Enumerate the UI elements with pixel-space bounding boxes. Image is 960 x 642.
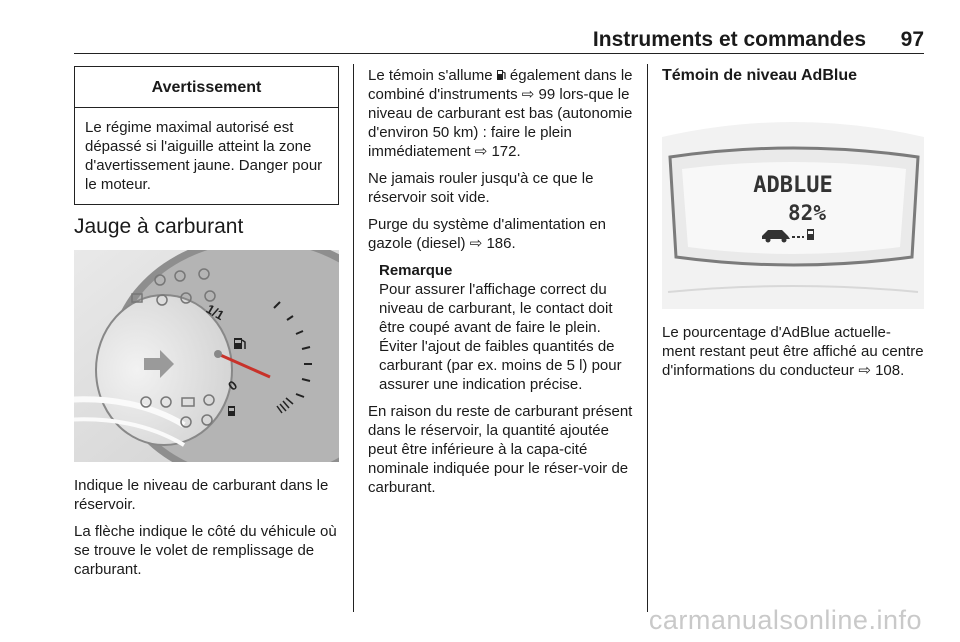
fuel-gauge-title: Jauge à carburant [74, 215, 244, 238]
residual-fuel-paragraph: En raison du reste de carburant présent dans le réservoir, la quantité ajoutée peut être inférieure à la capa-cité nominale indiquée pour le réser-voir de carburant. [368, 403, 633, 496]
adblue-paragraph [662, 323, 924, 380]
text-run: Le pourcentage d'AdBlue actuelle-ment restant peut être affiché au centre d'informations du conducteur [662, 324, 924, 379]
reference-arrow-icon[interactable]: ⇨ [521, 86, 535, 103]
fuel-pump-icon [807, 229, 814, 240]
adblue-title: Témoin de niveau AdBlue [662, 67, 857, 84]
fuel-pump-icon-small [228, 406, 235, 416]
text-run: également dans le combiné d'instruments [368, 67, 633, 103]
page-reference[interactable]: 172. [491, 143, 521, 160]
adblue-display-illustration [662, 97, 924, 309]
watermark: carmanualsonline.info [648, 605, 922, 635]
warning-title: Avertissement [75, 67, 338, 108]
diesel-purge-paragraph [368, 215, 634, 253]
empty-tank-paragraph: Ne jamais rouler jusqu'à ce que le réservoir soit vide. [368, 170, 594, 206]
column-1 [74, 66, 339, 587]
header-title: Instruments et commandes [592, 28, 866, 51]
page-number: 97 [900, 28, 924, 51]
reference-arrow-icon[interactable]: ⇨ [858, 362, 871, 379]
page-reference[interactable]: 108. [875, 362, 905, 379]
adblue-figure [662, 97, 924, 309]
adblue-display-value: 82% [788, 201, 826, 225]
header-rule [74, 53, 924, 54]
page-reference[interactable]: 186. [486, 235, 516, 252]
gauge-full-mark: 1/1 [203, 301, 227, 324]
remark-block [368, 261, 634, 394]
column-divider-left [353, 64, 354, 612]
page-reference[interactable]: 99 [538, 86, 556, 103]
text-run: lors-que le niveau de carburant est bas (autonomie d'environ 50 km) : faire le plein immédiatement [368, 86, 633, 160]
fuel-gauge-paragraph-1: Indique le niveau de carburant dans le réservoir. [74, 477, 329, 513]
fuel-gauge-illustration [74, 250, 339, 462]
remark-title: Remarque [379, 262, 453, 279]
reference-arrow-icon[interactable]: ⇨ [469, 235, 483, 252]
warning-box [74, 66, 339, 205]
reference-arrow-icon[interactable]: ⇨ [474, 143, 488, 160]
low-fuel-paragraph [368, 66, 634, 161]
warning-text: Le régime maximal autorisé est dépassé si l'aiguille atteint la zone d'avertissement jaune. Danger pour le moteur. [85, 119, 323, 193]
fuel-gauge-paragraph-2: La flèche indique le côté du véhicule où se trouve le volet de remplissage de carburant. [74, 523, 337, 578]
fuel-pump-icon [497, 69, 506, 81]
column-3 [662, 66, 924, 388]
text-run: Purge du système d'alimentation en gazole (diesel) [368, 216, 607, 252]
remark-text: Pour assurer l'affichage correct du niveau de carburant, le contact doit être coupé avant de faire le plein. Éviter l'ajout de faibles quantités de carburant (par ex. moins de 5 l) pour assurer une indication précise. [379, 281, 622, 393]
fuel-gauge-figure [74, 250, 339, 462]
adblue-display-label: ADBLUE [753, 173, 833, 198]
column-divider-right [647, 64, 648, 612]
column-2 [368, 66, 634, 505]
gauge-empty-mark: 0 [225, 377, 241, 394]
text-run: Le témoin s'allume [368, 67, 497, 84]
